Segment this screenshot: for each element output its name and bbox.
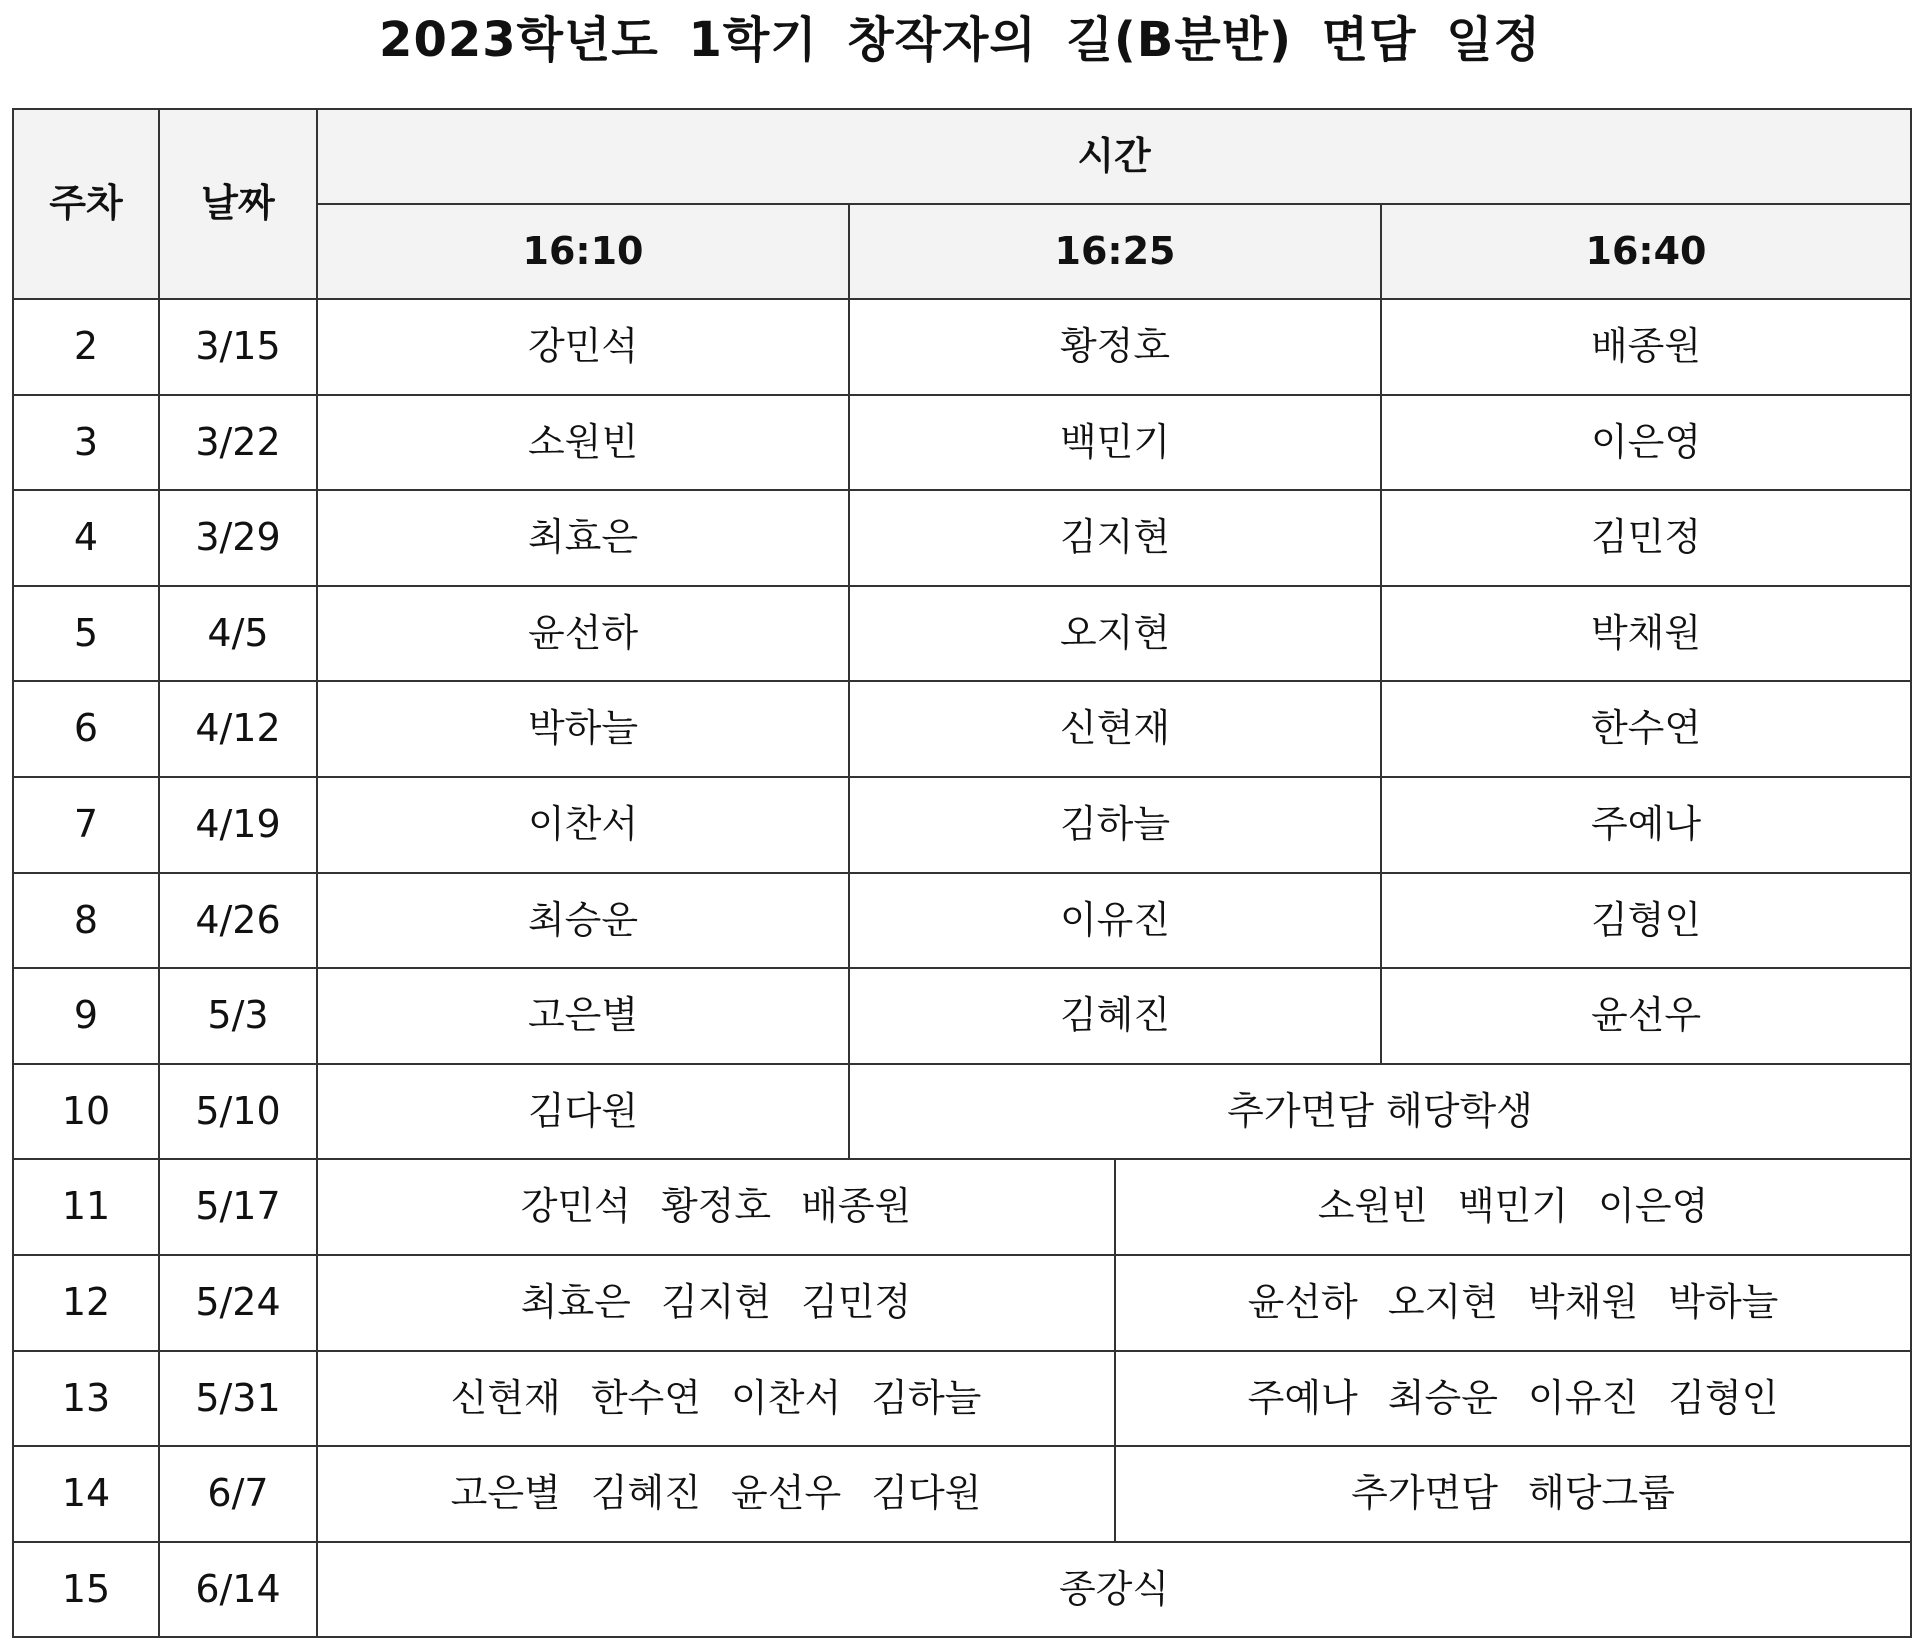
slot-cell: 김혜진 (849, 968, 1381, 1064)
date-cell: 5/31 (159, 1351, 317, 1447)
group-cell: 신현재 한수연 이찬서 김하늘 (317, 1351, 1115, 1447)
header-date: 날짜 (159, 109, 317, 299)
week-cell: 3 (13, 395, 159, 491)
date-cell: 5/10 (159, 1064, 317, 1160)
slot-cell: 소원빈 (317, 395, 849, 491)
table-row (13, 1351, 1911, 1447)
table-row (13, 1542, 1911, 1638)
table-row (13, 873, 1911, 969)
slot-cell: 이찬서 (317, 777, 849, 873)
date-cell: 5/3 (159, 968, 317, 1064)
table-row (13, 299, 1911, 395)
date-cell: 3/29 (159, 490, 317, 586)
slot-cell: 김민정 (1381, 490, 1911, 586)
slot-cell: 이은영 (1381, 395, 1911, 491)
week-cell: 7 (13, 777, 159, 873)
group-cell: 추가면담 해당그룹 (1115, 1446, 1911, 1542)
slot-cell: 김하늘 (849, 777, 1381, 873)
table-row (13, 1446, 1911, 1542)
week-cell: 10 (13, 1064, 159, 1160)
slot-cell: 김형인 (1381, 873, 1911, 969)
group-cell: 소원빈 백민기 이은영 (1115, 1159, 1911, 1255)
slot-cell: 윤선하 (317, 586, 849, 682)
date-cell: 5/17 (159, 1159, 317, 1255)
date-cell: 4/12 (159, 681, 317, 777)
slot-cell: 배종원 (1381, 299, 1911, 395)
slot-cell: 황정호 (849, 299, 1381, 395)
date-cell: 6/7 (159, 1446, 317, 1542)
table-row (13, 490, 1911, 586)
week-cell: 13 (13, 1351, 159, 1447)
slot-cell: 고은별 (317, 968, 849, 1064)
week-cell: 5 (13, 586, 159, 682)
date-cell: 4/5 (159, 586, 317, 682)
slot-cell: 신현재 (849, 681, 1381, 777)
header-week: 주차 (13, 109, 159, 299)
slot-cell: 한수연 (1381, 681, 1911, 777)
closing-ceremony-cell: 종강식 (317, 1542, 1911, 1638)
table-row (13, 968, 1911, 1064)
week-cell: 9 (13, 968, 159, 1064)
week-cell: 6 (13, 681, 159, 777)
header-time: 시간 (317, 109, 1911, 204)
table-row (13, 681, 1911, 777)
table-row (13, 777, 1911, 873)
extra-interview-cell: 추가면담 해당학생 (849, 1064, 1911, 1160)
week-cell: 15 (13, 1542, 159, 1638)
week-cell: 8 (13, 873, 159, 969)
header-row-time (13, 109, 1911, 204)
group-cell: 고은별 김혜진 윤선우 김다원 (317, 1446, 1115, 1542)
slot-cell: 백민기 (849, 395, 1381, 491)
group-cell: 주예나 최승운 이유진 김형인 (1115, 1351, 1911, 1447)
slot-cell: 김다원 (317, 1064, 849, 1160)
slot-cell: 이유진 (849, 873, 1381, 969)
week-cell: 14 (13, 1446, 159, 1542)
slot-cell: 강민석 (317, 299, 849, 395)
page-title: 2023학년도 1학기 창작자의 길(B분반) 면담 일정 (379, 12, 1541, 68)
group-cell: 윤선하 오지현 박채원 박하늘 (1115, 1255, 1911, 1351)
header-slot-2: 16:25 (849, 204, 1381, 299)
slot-cell: 주예나 (1381, 777, 1911, 873)
interview-schedule-table (12, 108, 1912, 1638)
date-cell: 4/26 (159, 873, 317, 969)
date-cell: 3/15 (159, 299, 317, 395)
date-cell: 4/19 (159, 777, 317, 873)
slot-cell: 최효은 (317, 490, 849, 586)
group-cell: 강민석 황정호 배종원 (317, 1159, 1115, 1255)
slot-cell: 박채원 (1381, 586, 1911, 682)
slot-cell: 윤선우 (1381, 968, 1911, 1064)
header-slot-3: 16:40 (1381, 204, 1911, 299)
table-row (13, 1255, 1911, 1351)
slot-cell: 박하늘 (317, 681, 849, 777)
week-cell: 12 (13, 1255, 159, 1351)
week-cell: 11 (13, 1159, 159, 1255)
table-row (13, 586, 1911, 682)
week-cell: 2 (13, 299, 159, 395)
week-cell: 4 (13, 490, 159, 586)
table-row (13, 395, 1911, 491)
date-cell: 6/14 (159, 1542, 317, 1638)
table-row (13, 1159, 1911, 1255)
date-cell: 3/22 (159, 395, 317, 491)
table-row (13, 1064, 1911, 1160)
date-cell: 5/24 (159, 1255, 317, 1351)
header-slot-1: 16:10 (317, 204, 849, 299)
slot-cell: 김지현 (849, 490, 1381, 586)
group-cell: 최효은 김지현 김민정 (317, 1255, 1115, 1351)
slot-cell: 오지현 (849, 586, 1381, 682)
slot-cell: 최승운 (317, 873, 849, 969)
